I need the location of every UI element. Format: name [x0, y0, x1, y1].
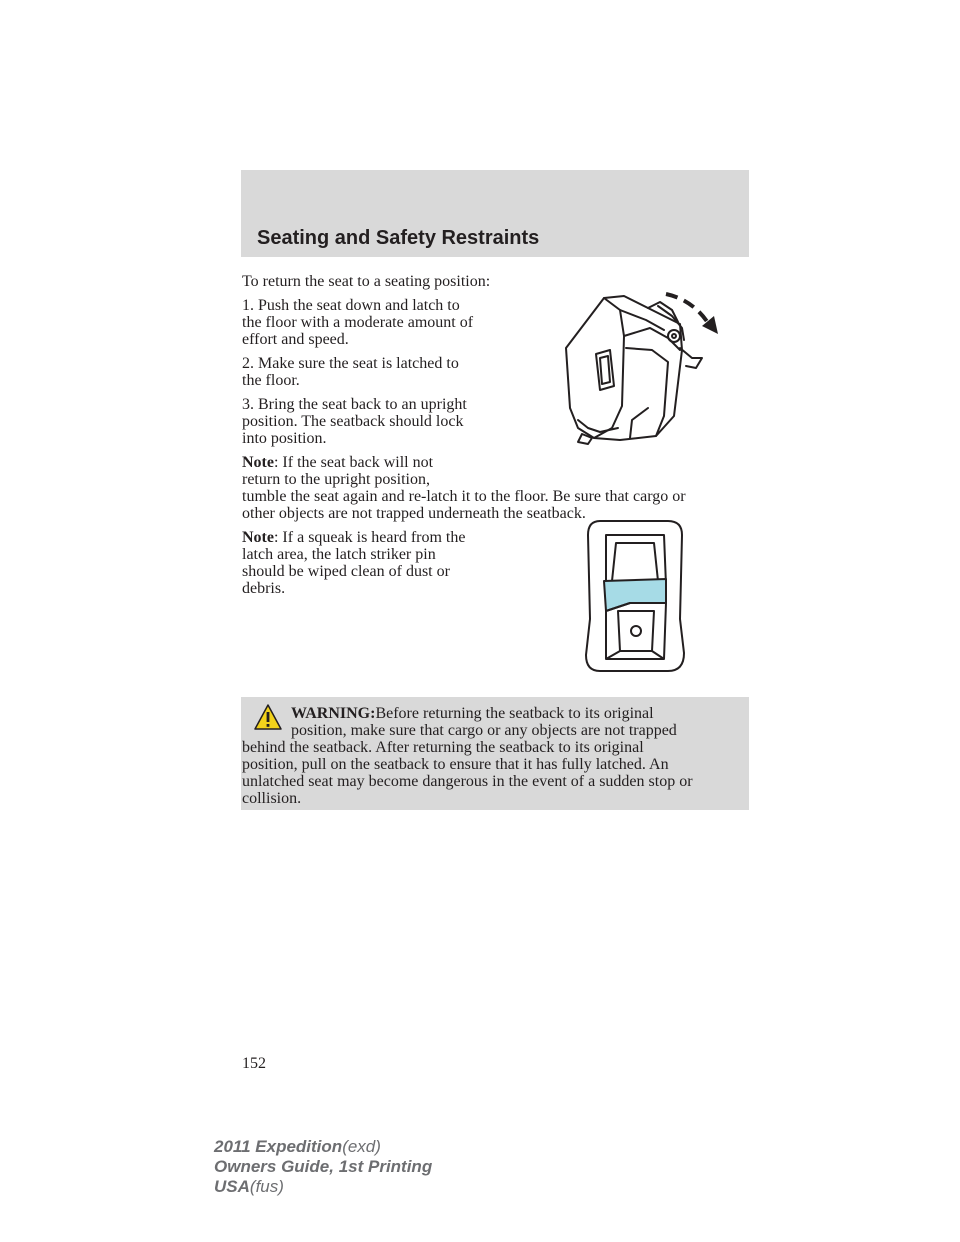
footer-line-1: [214, 1137, 432, 1157]
warning-line-3: behind the seatback. After returning the seatback to its original: [242, 739, 644, 756]
warning-line-6: collision.: [242, 790, 302, 807]
warning-label: WARNING:: [291, 705, 376, 722]
intro-text: To return the seat to a seating position:: [242, 273, 491, 290]
step-1-line-1: 1. Push the seat down and latch to: [242, 297, 460, 314]
latch-striker-illustration: [582, 519, 690, 675]
step-2-line-2: the floor.: [242, 372, 300, 389]
note-1-text: : If the seat back will not: [273, 454, 434, 471]
footer: [214, 1137, 432, 1197]
warning-line-2: position, make sure that cargo or any objects are not trapped: [291, 722, 677, 739]
page-number: 152: [242, 1055, 266, 1072]
step-3-line-2: position. The seatback should lock: [242, 413, 464, 430]
step-3-line-3: into position.: [242, 430, 327, 447]
footer-market-code: (fus): [249, 1177, 284, 1196]
footer-line-3: [214, 1177, 432, 1197]
section-header-band: [241, 170, 749, 257]
note-2-line-4: debris.: [242, 580, 286, 597]
note-2-line-2: latch area, the latch striker pin: [242, 546, 436, 563]
section-title: Seating and Safety Restraints: [257, 227, 540, 249]
step-1-line-3: effort and speed.: [242, 331, 349, 348]
note-2-text: : If a squeak is heard from the: [273, 529, 466, 546]
footer-model-code: (exd): [342, 1137, 381, 1156]
warning-line-5: unlatched seat may become dangerous in the event of a sudden stop or: [242, 773, 693, 790]
note-1-line-2: return to the upright position,: [242, 471, 430, 488]
step-2-line-1: 2. Make sure the seat is latched to: [242, 355, 459, 372]
step-3-line-1: 3. Bring the seat back to an upright: [242, 396, 467, 413]
note-1-line-1: [242, 454, 433, 471]
note-1-line-4: other objects are not trapped underneath the seatback.: [242, 505, 586, 522]
warning-first-text: Before returning the seatback to its original: [375, 705, 654, 722]
note-2-label: Note: [242, 529, 274, 546]
folded-seat-illustration: [560, 288, 730, 450]
warning-box: [241, 697, 749, 810]
note-2-line-1: [242, 529, 465, 546]
footer-line-2: Owners Guide, 1st Printing: [214, 1157, 433, 1176]
note-1-line-3: tumble the seat again and re-latch it to the floor. Be sure that cargo or: [242, 488, 686, 505]
footer-market: USA: [214, 1177, 250, 1196]
warning-line-4: position, pull on the seatback to ensure that it has fully latched. An: [242, 756, 669, 773]
footer-model: 2011 Expedition: [214, 1137, 343, 1156]
warning-first-line: [291, 705, 654, 722]
warning-triangle-icon: [253, 703, 283, 731]
note-1-label: Note: [242, 454, 274, 471]
note-2-line-3: should be wiped clean of dust or: [242, 563, 450, 580]
step-1-line-2: the floor with a moderate amount of: [242, 314, 474, 331]
